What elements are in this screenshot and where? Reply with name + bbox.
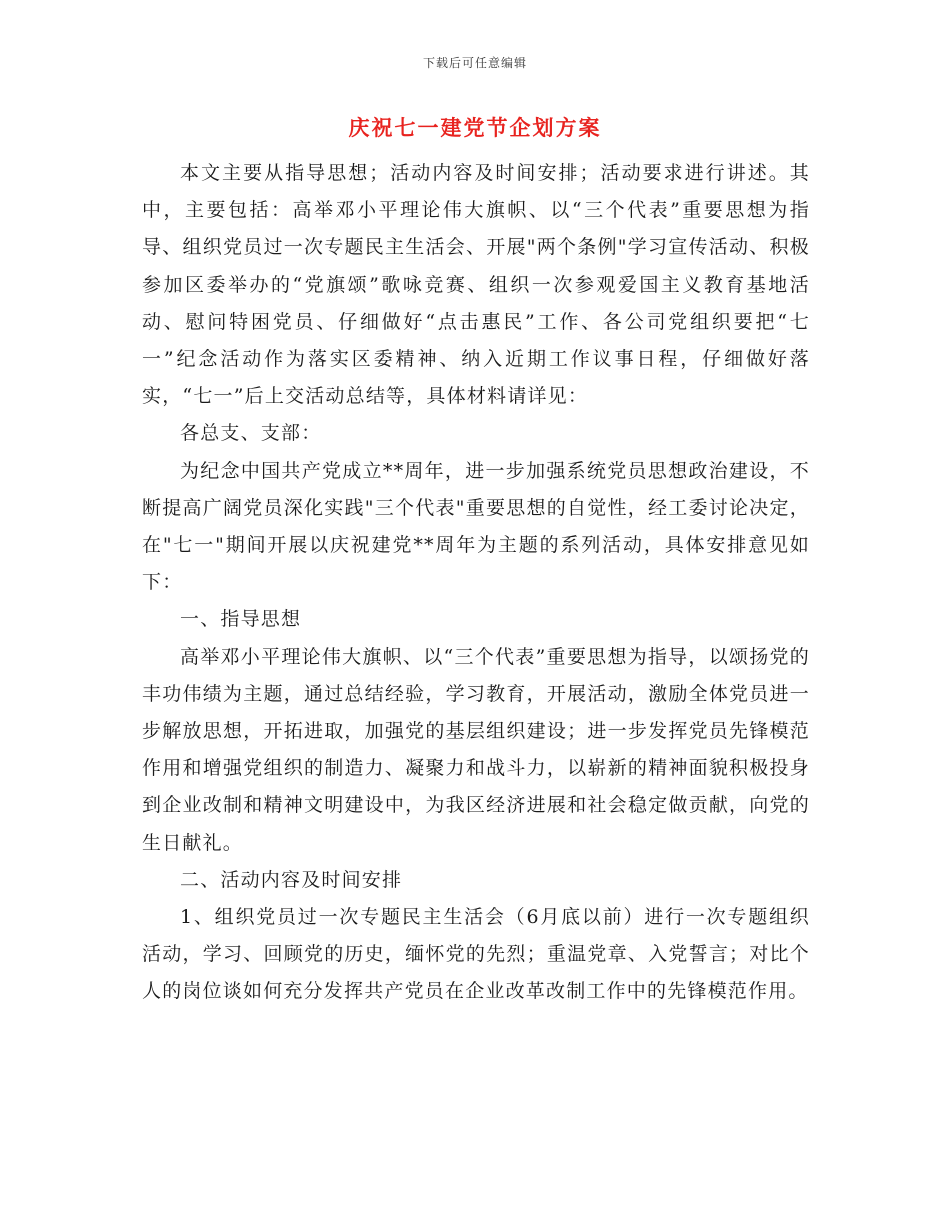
header-note: 下载后可任意编辑 [422, 56, 527, 70]
paragraph-salutation: 各总支、支部： [180, 422, 322, 445]
document-title: 庆祝七一建党节企划方案 [348, 115, 602, 140]
paragraph-guiding-ideology: 高举邓小平理论伟大旗帜、以“三个代表”重要思想为指导，以颂扬党的丰功伟绩为主题，通过总结经验，学习教育，开展活动，激励全体党员进一步解放思想，开拓进取，加强党的基层组织建设；进一步发挥党员先锋模范作用和增强党组织的制造力、凝聚力和战斗力，以崭新的精神面貌积极投身到企业改制和精神文明建设中，为我区经济进展和社会稳定做贡献，向党的生日献礼。 [142, 645, 810, 854]
paragraph-intro: 为纪念中国共产党成立**周年，进一步加强系统党员思想政治建设，不断提高广阔党员深化实践"三个代表"重要思想的自觉性，经工委讨论决定，在"七一"期间开展以庆祝建党**周年为主题的系列活动，具体安排意见如下： [142, 459, 810, 594]
paragraph-summary: 本文主要从指导思想；活动内容及时间安排；活动要求进行讲述。其中，主要包括：高举邓小平理论伟大旗帜、以“三个代表”重要思想为指导、组织党员过一次专题民主生活会、开展"两个条例"学习宣传活动、积极参加区委举办的“党旗颂”歌咏竞赛、组织一次参观爱国主义教育基地活动、慰问特困党员、仔细做好“点击惠民”工作、各公司党组织要把“七一”纪念活动作为落实区委精神、纳入近期工作议事日程，仔细做好落实，“七一”后上交活动总结等，具体材料请详见： [142, 162, 810, 408]
section-heading-guiding-ideology: 一、指导思想 [180, 608, 302, 631]
section-heading-activities: 二、活动内容及时间安排 [180, 868, 403, 891]
document-body [142, 155, 810, 1011]
paragraph-activity-1: 1、组织党员过一次专题民主生活会（6月底以前）进行一次专题组织活动，学习、回顾党的历史，缅怀党的先烈；重温党章、入党誓言；对比个人的岗位谈如何充分发挥共产党员在企业改革改制工作中的先锋模范作用。 [142, 906, 810, 1003]
